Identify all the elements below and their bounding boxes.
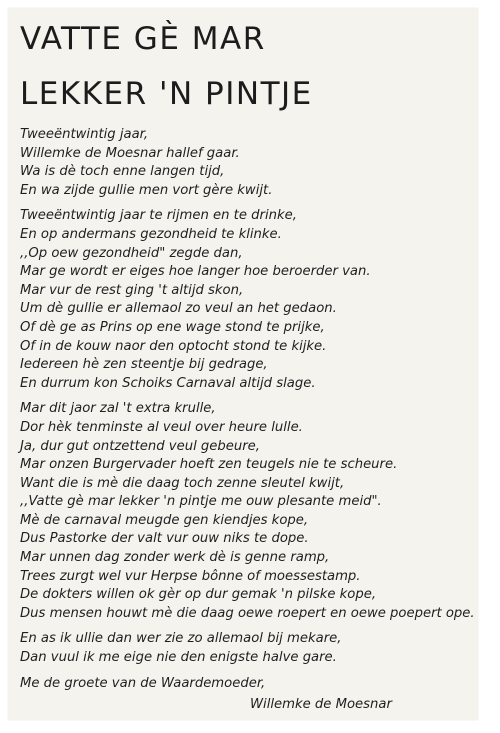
poem-body xyxy=(20,126,490,700)
poem-line: Dus Pastorke der valt vur ouw niks te dope. xyxy=(20,531,309,547)
poem-line: Of dè ge as Prins op ene wage stond te prijke, xyxy=(20,319,325,335)
poem-line: Dan vuul ik me eige nie den enigste halve gare. xyxy=(20,650,337,666)
poem-stanza xyxy=(20,675,490,694)
title-line-1: VATTE GÈ MAR xyxy=(20,21,266,57)
poem-line: Of in de kouw naor den optocht stond te kijke. xyxy=(20,338,327,354)
poem-line: Mar onzen Burgervader hoeft zen teugels nie te scheure. xyxy=(20,457,398,473)
poem-line: Mar dit jaor zal 't extra krulle, xyxy=(20,401,216,417)
poem-line: Um dè gullie er allemaol zo veul an het gedaon. xyxy=(20,301,337,317)
title-line-2: LEKKER 'N PINTJE xyxy=(20,76,313,112)
poem-stanza xyxy=(20,207,490,393)
poem-line: Iedereen hè zen steentje bij gedrage, xyxy=(20,357,268,373)
poem-stanza xyxy=(20,126,490,200)
poem-line: ,,Op oew gezondheid" zegde dan, xyxy=(20,245,243,261)
poem-line: Ja, dur gut ontzettend veul gebeure, xyxy=(20,438,260,454)
poem-line: En op andermans gezondheid te klinke. xyxy=(20,226,282,242)
poem-stanza xyxy=(20,400,490,623)
poem-line: Mar unnen dag zonder werk dè is genne ramp, xyxy=(20,550,330,566)
poem-line: Dor hèk tenminste al veul over heure lulle. xyxy=(20,419,303,435)
poem-line: Mar vur de rest ging 't altijd skon, xyxy=(20,282,244,298)
poem-line: Me de groete van de Waardemoeder, xyxy=(20,675,266,691)
poem-line: Mè de carnaval meugde gen kiendjes kope, xyxy=(20,512,309,528)
poem-line: Want die is mè die daag toch zenne sleutel kwijt, xyxy=(20,475,345,491)
poem-line: Mar ge wordt er eiges hoe langer hoe beroerder van. xyxy=(20,264,371,280)
poem-line: Tweeëntwintig jaar te rijmen en te drinke, xyxy=(20,208,297,224)
poem-line: De dokters willen ok gèr op dur gemak 'n pilske kope, xyxy=(20,587,377,603)
poem-line: En as ik ullie dan wer zie zo allemaol bij mekare, xyxy=(20,631,342,647)
poem-line: Wa is dè toch enne langen tijd, xyxy=(20,164,225,180)
poem-stanza xyxy=(20,630,490,667)
poem-line: Tweeëntwintig jaar, xyxy=(20,127,149,142)
poem-line: ,,Vatte gè mar lekker 'n pintje me ouw plesante meid". xyxy=(20,494,382,510)
poem-line: Trees zurgt wel vur Herpse bônne of moessestamp. xyxy=(20,568,361,584)
poem-line: Dus mensen houwt mè die daag oewe roepert en oewe poepert ope. xyxy=(20,605,475,621)
poem-line: En durrum kon Schoiks Carnaval altijd slage. xyxy=(20,375,316,391)
poem-line: En wa zijde gullie men vort gère kwijt. xyxy=(20,182,273,198)
poem-line: Willemke de Moesnar hallef gaar. xyxy=(20,145,240,161)
signature: Willemke de Moesnar xyxy=(250,697,392,712)
